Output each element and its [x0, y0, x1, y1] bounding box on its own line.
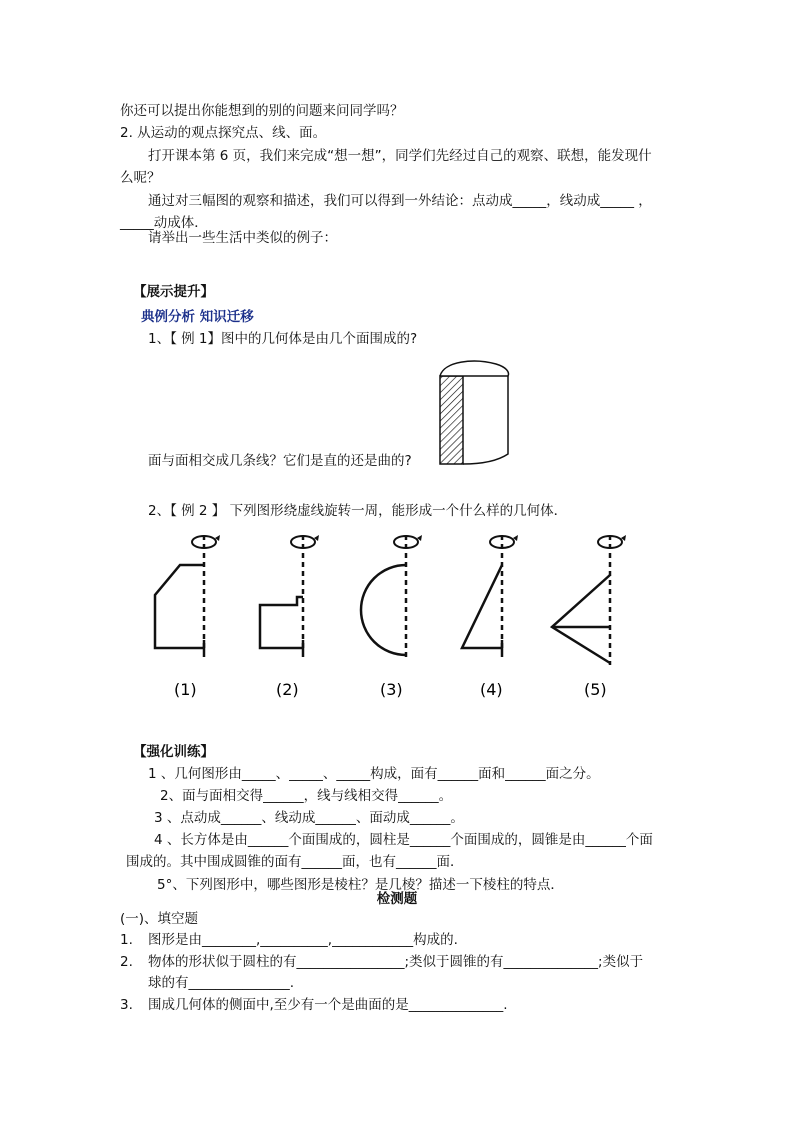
- train-item-1: 1 、几何图形由_____、_____、_____构成，面有______面和______面之分。: [148, 766, 600, 782]
- half-cylinder-figure: [434, 356, 514, 468]
- example1-question-2: 面与面相交成几条线？它们是直的还是曲的?: [148, 453, 412, 469]
- figure-2: [260, 535, 319, 657]
- test-item-1: 图形是由________,__________,____________构成的.: [148, 932, 458, 948]
- test-title: 检测题: [376, 891, 418, 907]
- train-item-4: 4 、长方体是由______个面围成的，圆柱是______个面围成的，圆锥是由______个面: [154, 832, 653, 848]
- test-item-2-num: 2.: [120, 954, 133, 970]
- figure-label-3: (3): [380, 680, 403, 699]
- figure-3: [361, 535, 422, 660]
- section-subtitle: 典例分析 知识迁移: [141, 309, 254, 325]
- text-line-4: 么呢？: [120, 170, 161, 186]
- test-item-2: 物体的形状似于圆柱的有________________;类似于圆锥的有______________;类似于: [148, 954, 644, 970]
- figure-5: [552, 535, 626, 665]
- text-line-5: 通过对三幅图的观察和描述，我们可以得到一外结论：点动成_____，线动成_____ ，: [148, 193, 652, 209]
- train-item-5: 5°、下列图形中，哪些图形是棱柱？是几棱？描述一下棱柱的特点．: [157, 877, 564, 893]
- train-item-3: 3 、点动成______、线动成______、面动成______。: [154, 810, 464, 826]
- train-item-4-cont: 围成的。其中围成圆锥的面有______面，也有______面．: [126, 854, 464, 870]
- text-line-2: 2. 从运动的观点探究点、线、面。: [120, 125, 327, 141]
- rotation-figures: [140, 525, 660, 705]
- test-item-3-num: 3.: [120, 997, 133, 1013]
- text-line-7: 请举出一些生活中类似的例子：: [148, 230, 337, 246]
- figure-4: [462, 535, 518, 657]
- test-item-2-cont: 球的有_______________.: [148, 975, 295, 991]
- train-item-2: 2、面与面相交得______，线与线相交得______。: [160, 788, 453, 804]
- test-item-1-num: 1.: [120, 932, 133, 948]
- text-line-6: _____动成体．: [120, 215, 208, 231]
- section-train-heading: 【强化训练】: [133, 744, 214, 760]
- figure-1: [155, 535, 220, 657]
- text-line-3: 打开课本第 6 页，我们来完成“想一想”，同学们先经过自己的观察、联想，能发现什: [148, 148, 652, 164]
- test-section-heading: (一)、填空题: [120, 911, 199, 927]
- figure-label-4: (4): [480, 680, 503, 699]
- example1-question: 1、【 例 1】图中的几何体是由几个面围成的?: [148, 331, 418, 347]
- figure-label-5: (5): [584, 680, 607, 699]
- test-item-3: 围成几何体的侧面中,至少有一个是曲面的是______________.: [148, 997, 508, 1013]
- section-show-heading: 【展示提升】: [133, 284, 214, 300]
- example2-question: 2、【 例 2 】 下列图形绕虚线旋转一周，能形成一个什么样的几何体．: [148, 503, 568, 519]
- figure-label-1: (1): [174, 680, 197, 699]
- text-line-1: 你还可以提出你能想到的别的问题来问同学吗？: [120, 103, 404, 119]
- figure-label-2: (2): [276, 680, 299, 699]
